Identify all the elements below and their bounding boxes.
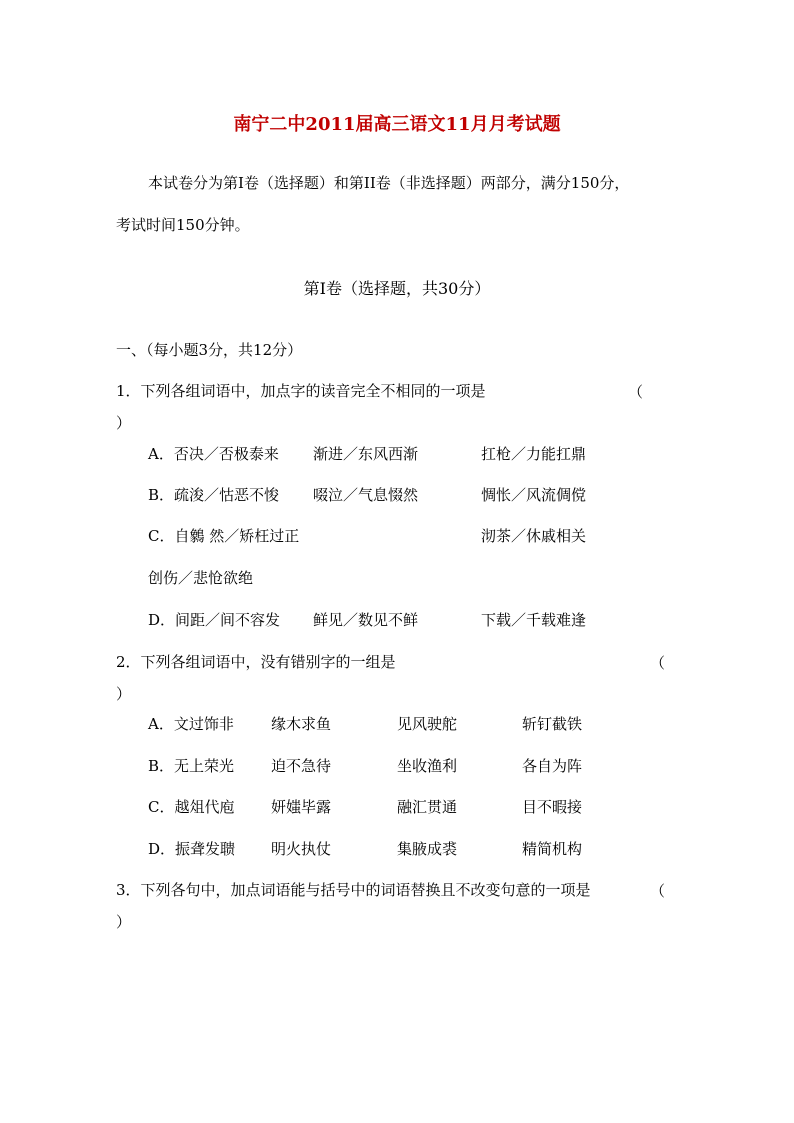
q2-option-d-col1: D．振聋发聩 bbox=[148, 840, 236, 858]
q1-option-b-col3: 惆怅／风流倜傥 bbox=[481, 486, 587, 504]
q2-option-b-col3: 坐收渔利 bbox=[397, 757, 458, 775]
question-2-paren-close: ） bbox=[116, 685, 132, 703]
q2-option-a-col4: 斩钉截铁 bbox=[522, 715, 583, 733]
question-3-paren-close: ） bbox=[116, 913, 132, 931]
q1-option-a-col1: A．否决／否极泰来 bbox=[148, 445, 279, 463]
q2-option-b-col1: B．无上荣光 bbox=[148, 757, 235, 775]
question-1-paren-open: （ bbox=[628, 383, 644, 401]
q1-option-b-col2: 啜泣／气息惙然 bbox=[313, 486, 419, 504]
q1-option-c-col1: C．自䴂 然／矫枉过正 bbox=[148, 527, 300, 545]
question-1-paren-close: ） bbox=[116, 414, 132, 432]
q1-option-b-col1: B．疏浚／怙恶不悛 bbox=[148, 486, 280, 504]
q2-option-b-col2: 迫不急待 bbox=[271, 757, 332, 775]
section-title: 第Ⅰ卷（选择题，共30分） bbox=[303, 279, 491, 298]
part-heading: 一、（每小题3分，共12分） bbox=[116, 341, 303, 359]
q2-option-d-col3: 集腋成裘 bbox=[397, 840, 458, 858]
q1-option-c-extra: 创伤／悲怆欲绝 bbox=[148, 569, 254, 587]
q2-option-c-col1: C．越俎代庖 bbox=[148, 798, 235, 816]
question-2-paren-open: （ bbox=[650, 654, 666, 672]
q1-option-a-col2: 渐进／东风西渐 bbox=[313, 445, 419, 463]
document-title: 南宁二中2011届高三语文11月月考试题 bbox=[233, 114, 561, 135]
q1-option-c-col3: 沏茶／休戚相关 bbox=[481, 527, 587, 545]
q2-option-c-col2: 妍媸毕露 bbox=[271, 798, 332, 816]
q2-option-c-col4: 目不暇接 bbox=[522, 798, 583, 816]
question-1-stem: 1．下列各组词语中，加点字的读音完全不相同的一项是 bbox=[116, 382, 486, 400]
intro-line-2: 考试时间150分钟。 bbox=[116, 216, 250, 234]
q2-option-a-col1: A．文过饰非 bbox=[148, 715, 234, 733]
intro-line-1: 本试卷分为第I卷（选择题）和第II卷（非选择题）两部分，满分150分， bbox=[148, 174, 630, 192]
q1-option-d-col1: D．间距／间不容发 bbox=[148, 611, 281, 629]
q1-option-d-col3: 下载／千载难逢 bbox=[481, 611, 587, 629]
question-3-paren-open: （ bbox=[650, 882, 666, 900]
q1-option-a-col3: 扛枪／力能扛鼎 bbox=[481, 445, 587, 463]
q2-option-d-col4: 精简机构 bbox=[522, 840, 583, 858]
q2-option-d-col2: 明火执仗 bbox=[271, 840, 332, 858]
q2-option-c-col3: 融汇贯通 bbox=[397, 798, 458, 816]
q2-option-a-col2: 缘木求鱼 bbox=[271, 715, 332, 733]
q2-option-b-col4: 各自为阵 bbox=[522, 757, 583, 775]
question-2-stem: 2．下列各组词语中，没有错别字的一组是 bbox=[116, 653, 396, 671]
q1-option-d-col2: 鲜见／数见不鲜 bbox=[313, 611, 419, 629]
q2-option-a-col3: 见风驶舵 bbox=[397, 715, 458, 733]
question-3-stem: 3．下列各句中，加点词语能与括号中的词语替换且不改变句意的一项是 bbox=[116, 881, 591, 899]
